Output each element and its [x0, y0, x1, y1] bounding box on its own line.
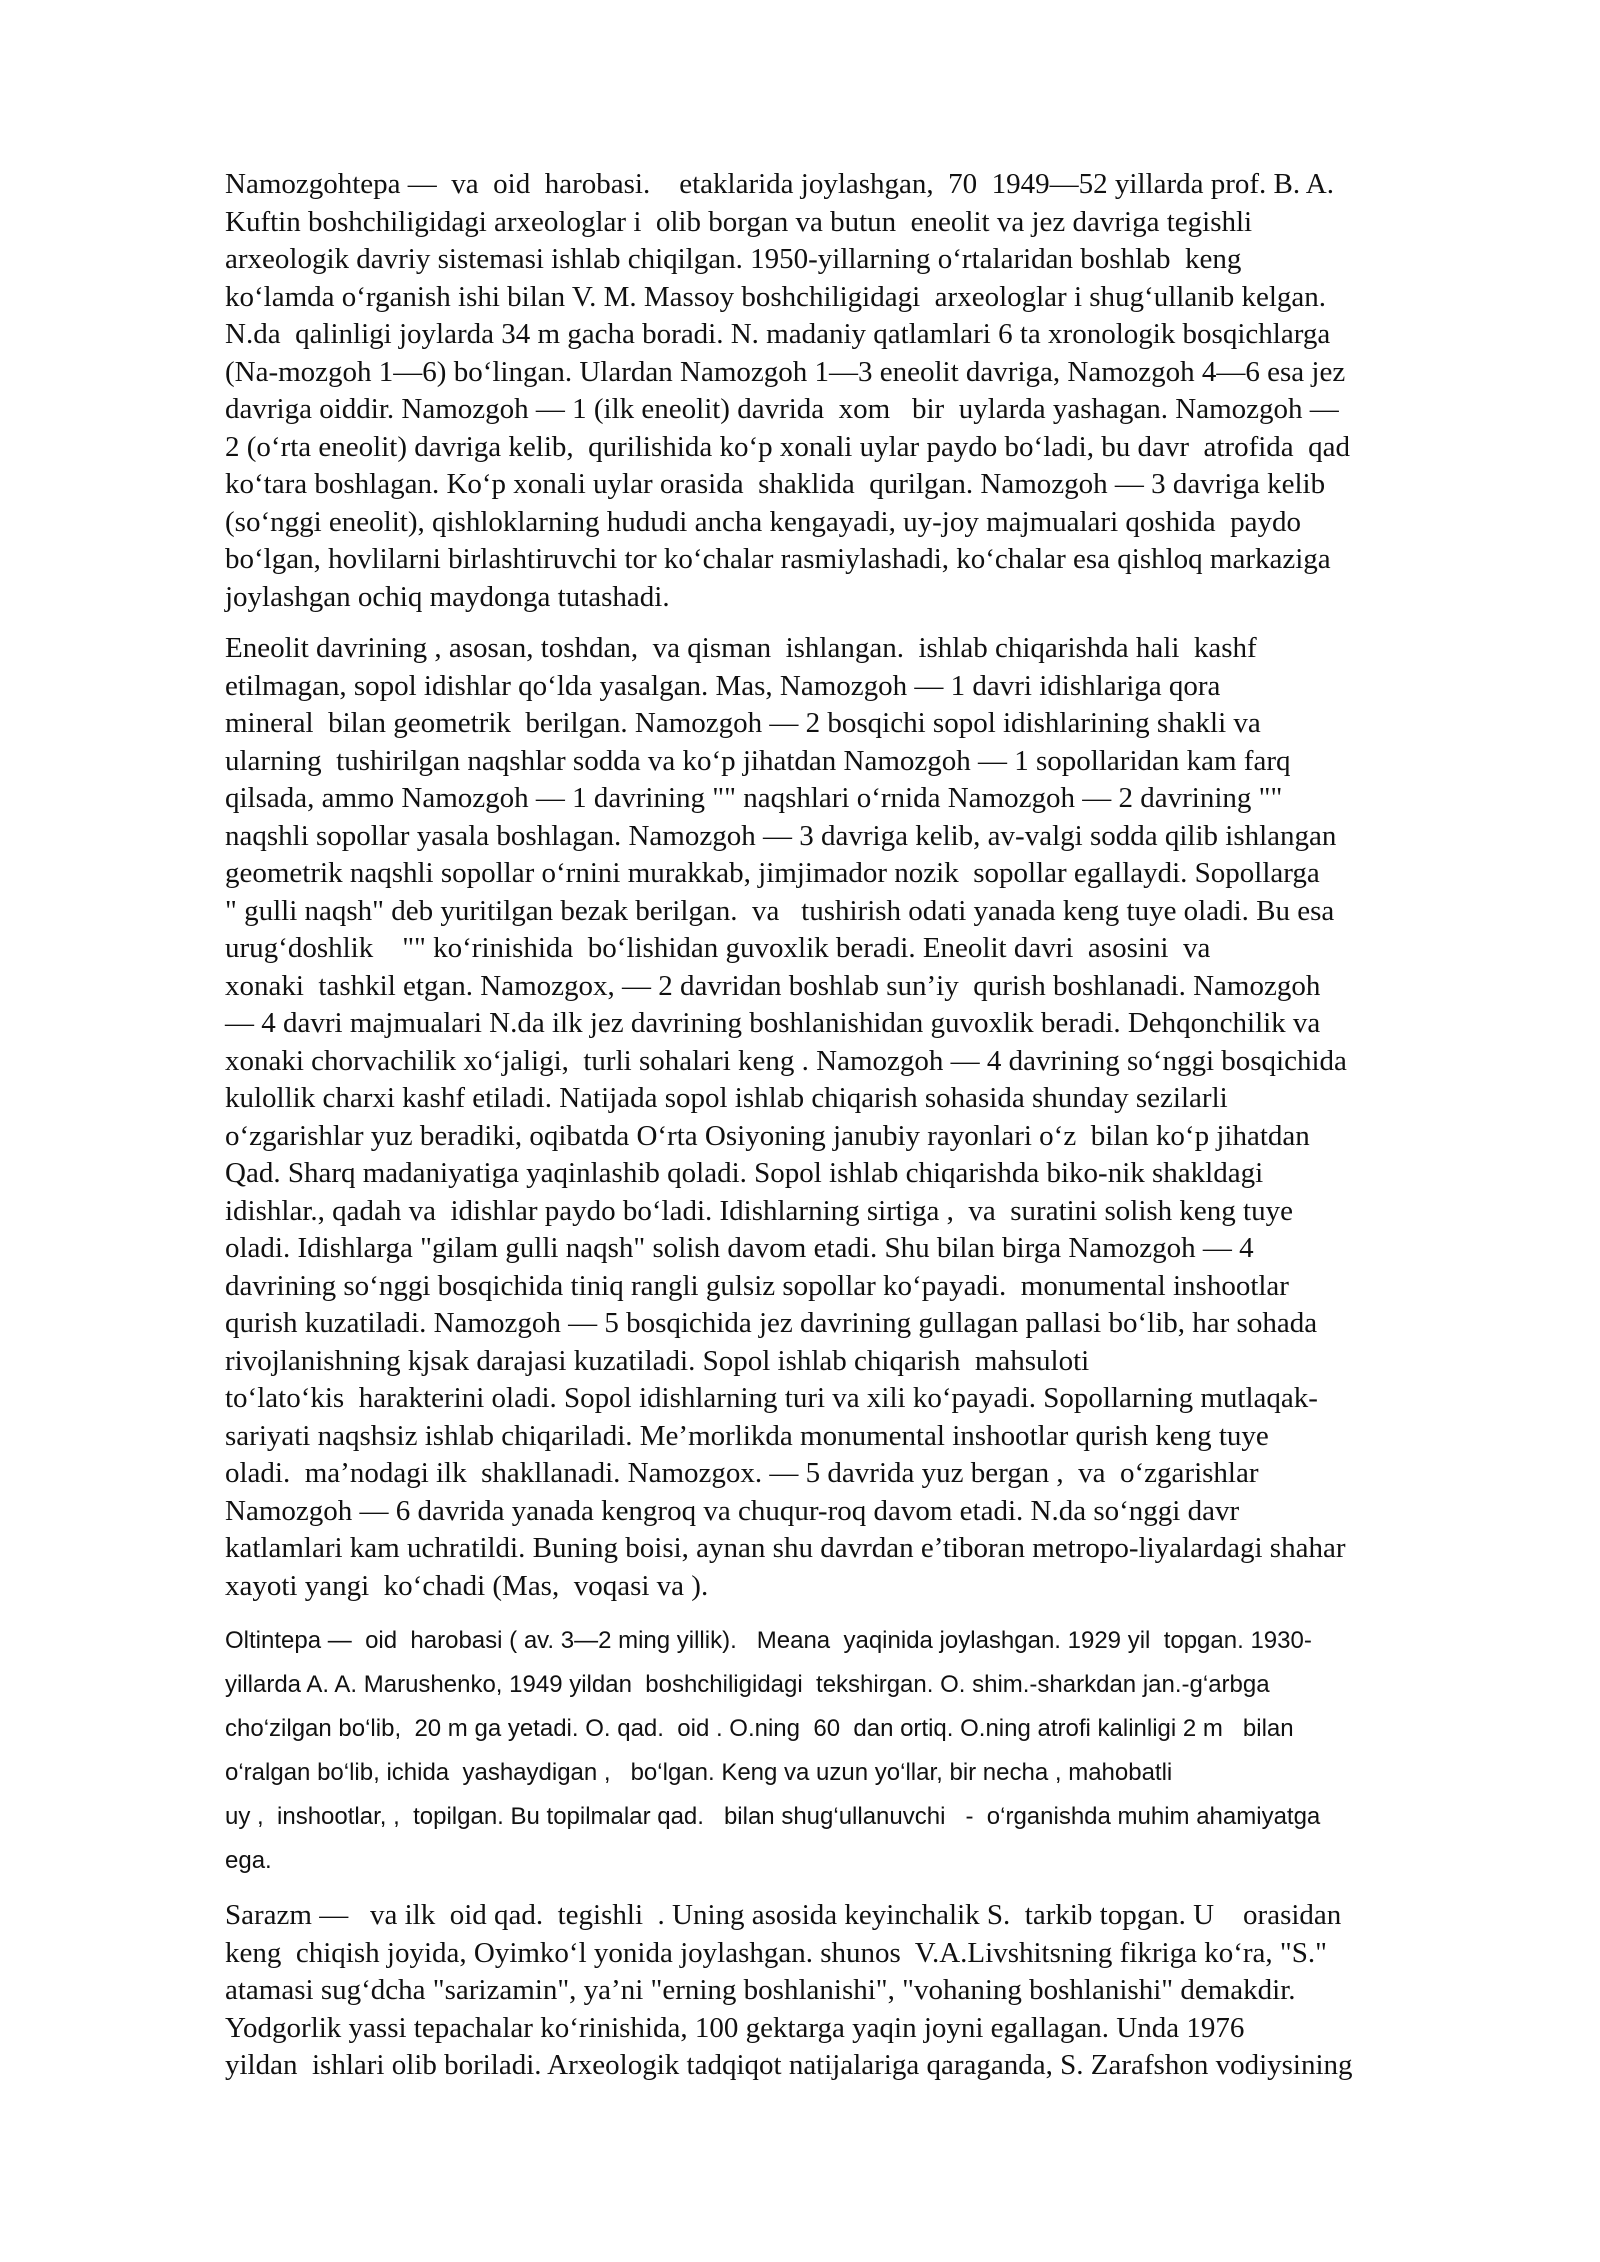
paragraph-oltintepa	[225, 1619, 1480, 1883]
paragraph-sarazm	[225, 1897, 1480, 2085]
text-line: etilmagan, sopol idishlar qo‘lda yasalgan. Mas, Namozgoh — 1 davri idishlariga qora	[225, 669, 1221, 702]
text-line: joylashgan ochiq maydonga tutashadi.	[225, 580, 670, 613]
text-line: qurish kuzatiladi. Namozgoh — 5 bosqichida jez davrining gullagan pallasi bo‘lib, har sohada	[225, 1307, 1318, 1339]
text-line: o‘zgarishlar yuz beradiki, oqibatda O‘rta Osiyoning janubiy rayonlari o‘z bilan ko‘p jihatdan	[225, 1119, 1310, 1152]
text-line: geometrik naqshli sopollar o‘rnini murakkab, jimjimador nozik sopollar egallaydi. Sopollarga	[225, 857, 1320, 889]
text-line: (Na-mozgoh 1—6) bo‘lingan. Ulardan Namozgoh 1—3 eneolit davriga, Namozgoh 4—6 esa jez	[225, 355, 1346, 388]
text-line: Qad. Sharq madaniyatiga yaqinlashib qoladi. Sopol ishlab chiqarishda biko-nik shakldagi	[225, 1157, 1264, 1189]
text-line: yillarda A. A. Marushenko, 1949 yildan boshchiligidagi tekshirgan. O. shim.-sharkdan jan.-g‘arbga	[225, 1671, 1270, 1698]
text-line: Eneolit davrining , asosan, toshdan, va qisman ishlangan. ishlab chiqarishda hali kashf	[225, 632, 1257, 664]
text-line: keng chiqish joyida, Oyimko‘l yonida joylashgan. shunos V.A.Livshitsning fikriga ko‘ra, "S."	[225, 1936, 1327, 1969]
text-line: ularning tushirilgan naqshlar sodda va ko‘p jihatdan Namozgoh — 1 sopollaridan kam farq	[225, 744, 1291, 777]
text-line: Oltintepa — oid harobasi ( av. 3—2 ming yillik). Meana yaqinida joylashgan. 1929 yil topgan. 1930-	[225, 1627, 1312, 1654]
text-line: ega.	[225, 1847, 272, 1874]
paragraph-eneolit	[225, 630, 1480, 1605]
text-line: ko‘lamda o‘rganish ishi bilan V. M. Massoy boshchiligidagi arxeologlar i shug‘ullanib kelgan.	[225, 280, 1327, 313]
text-line: to‘lato‘kis harakterini oladi. Sopol idishlarning turi va xili ko‘payadi. Sopollarning mutlaqak-	[225, 1382, 1318, 1414]
paragraph-namozgohtepa	[225, 166, 1480, 616]
text-line: N.da qalinligi joylarda 34 m gacha boradi. N. madaniy qatlamlari 6 ta xronologik bosqichlarga	[225, 318, 1331, 350]
text-line: oladi. Idishlarga "gilam gulli naqsh" solish davom etadi. Shu bilan birga Namozgoh — 4	[225, 1232, 1254, 1264]
text-line: naqshli sopollar yasala boshlagan. Namozgoh — 3 davriga kelib, av-valgi sodda qilib ishlangan	[225, 819, 1337, 852]
text-line: sariyati naqshsiz ishlab chiqariladi. Me’morlikda monumental inshootlar qurish keng tuye	[225, 1419, 1269, 1452]
text-line: xonaki tashkil etgan. Namozgox, — 2 davridan boshlab sun’iy qurish boshlanadi. Namozgoh	[225, 969, 1321, 1002]
text-line: " gulli naqsh" deb yuritilgan bezak berilgan. va tushirish odati yanada keng tuye oladi. Bu esa	[225, 894, 1335, 927]
text-line: idishlar., qadah va idishlar paydo bo‘ladi. Idishlarning sirtiga , va suratini solish keng tuye	[225, 1194, 1293, 1227]
text-line: xayoti yangi ko‘chadi (Mas, voqasi va ).	[225, 1569, 709, 1602]
text-line: (so‘nggi eneolit), qishloklarning hududi ancha kengayadi, uy-joy majmualari qoshida paydo	[225, 505, 1301, 538]
text-line: uy , inshootlar, , topilgan. Bu topilmalar qad. bilan shug‘ullanuvchi - o‘rganishda muhim ahamiyatga	[225, 1803, 1321, 1830]
text-content	[225, 166, 1480, 2085]
text-line: Namozgohtepa — va oid harobasi. etaklarida joylashgan, 70 1949—52 yillarda prof. B. A.	[225, 168, 1334, 200]
text-line: Sarazm — va ilk oid qad. tegishli . Uning asosida keyinchalik S. tarkib topgan. U orasidan	[225, 1899, 1342, 1931]
text-line: rivojlanishning kjsak darajasi kuzatiladi. Sopol ishlab chiqarish mahsuloti	[225, 1344, 1090, 1377]
text-line: cho‘zilgan bo‘lib, 20 m ga yetadi. O. qad. oid . O.ning 60 dan ortiq. O.ning atrofi kalinligi 2 m bilan	[225, 1715, 1294, 1742]
text-line: urug‘doshlik "" ko‘rinishida bo‘lishidan guvoxlik beradi. Eneolit davri asosini va	[225, 932, 1211, 964]
text-line: kulollik charxi kashf etiladi. Natijada sopol ishlab chiqarish sohasida shunday sezilarli	[225, 1082, 1228, 1114]
text-line: davrining so‘nggi bosqichida tiniq rangli gulsiz sopollar ko‘payadi. monumental inshootlar	[225, 1269, 1289, 1302]
text-line: Namozgoh — 6 davrida yanada kengroq va chuqur-roq davom etadi. N.da so‘nggi davr	[225, 1494, 1240, 1527]
text-line: — 4 davri majmualari N.da ilk jez davrining boshlanishidan guvoxlik beradi. Dehqonchilik va	[225, 1007, 1321, 1039]
text-line: oladi. ma’nodagi ilk shakllanadi. Namozgox. — 5 davrida yuz bergan , va o‘zgarishlar	[225, 1457, 1259, 1489]
text-line: Kuftin boshchiligidagi arxeologlar i olib borgan va butun eneolit va jez davriga tegishli	[225, 205, 1253, 238]
text-line: 2 (o‘rta eneolit) davriga kelib, qurilishida ko‘p xonali uylar paydo bo‘ladi, bu davr atrofida qad	[225, 430, 1351, 463]
text-line: o‘ralgan bo‘lib, ichida yashaydigan , bo‘lgan. Keng va uzun yo‘llar, bir necha , mahobatli	[225, 1759, 1173, 1786]
text-line: arxeologik davriy sistemasi ishlab chiqilgan. 1950-yillarning o‘rtalaridan boshlab keng	[225, 243, 1242, 275]
text-line: davriga oiddir. Namozgoh — 1 (ilk eneolit) davrida xom bir uylarda yashagan. Namozgoh —	[225, 393, 1339, 425]
text-line: Yodgorlik yassi tepachalar ko‘rinishida, 100 gektarga yaqin joyni egallagan. Unda 1976	[225, 2011, 1245, 2044]
text-line: yildan ishlari olib boriladi. Arxeologik tadqiqot natijalariga qaraganda, S. Zarafshon vodiysining	[225, 2049, 1353, 2081]
text-line: mineral bilan geometrik berilgan. Namozgoh — 2 bosqichi sopol idishlarining shakli va	[225, 707, 1261, 739]
text-line: atamasi sug‘dcha "sarizamin", ya’ni "erning boshlanishi", "vohaning boshlanishi" demakdir.	[225, 1974, 1296, 2006]
text-line: ko‘tara boshlagan. Ko‘p xonali uylar orasida shaklida qurilgan. Namozgoh — 3 davriga kelib	[225, 468, 1326, 500]
text-line: katlamlari kam uchratildi. Buning boisi, aynan shu davrdan e’tiboran metropo-liyalardagi shahar	[225, 1532, 1346, 1564]
text-line: qilsada, ammo Namozgoh — 1 davrining "" naqshlari o‘rnida Namozgoh — 2 davrining ""	[225, 782, 1283, 814]
text-line: bo‘lgan, hovlilarni birlashtiruvchi tor ko‘chalar rasmiylashadi, ko‘chalar esa qishloq markaziga	[225, 543, 1331, 575]
text-line: xonaki chorvachilik xo‘jaligi, turli sohalari keng . Namozgoh — 4 davrining so‘nggi bosqichida	[225, 1044, 1347, 1077]
